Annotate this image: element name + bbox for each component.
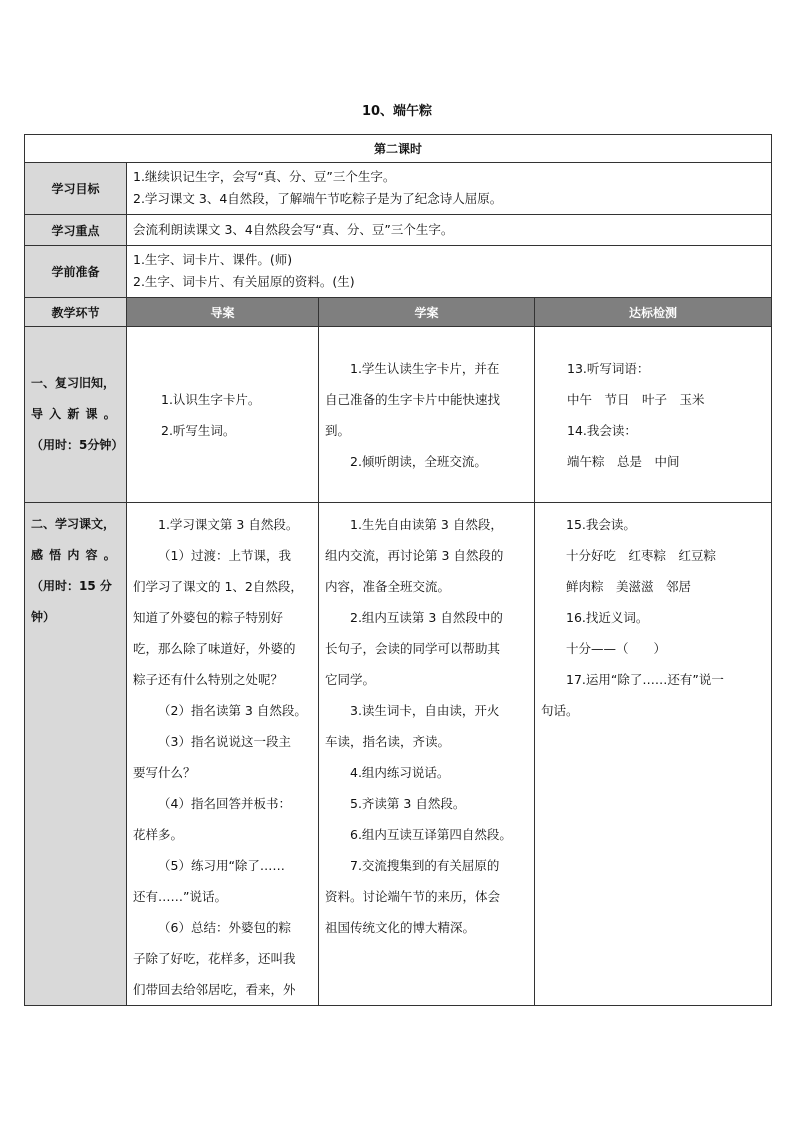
study-line: 1.生先自由读第 3 自然段， xyxy=(350,517,503,532)
stage-line: 导 入 新 课 。 xyxy=(31,407,117,421)
stage-line: （用时：15 分 xyxy=(31,579,112,593)
guide-line: 1.认识生字卡片。 xyxy=(161,391,261,407)
focus-label: 学习重点 xyxy=(25,215,127,246)
study-line: 7.交流搜集到的有关屈原的 xyxy=(350,858,500,873)
guide-line: 们学习了课文的 1、2自然段， xyxy=(133,579,303,594)
study-line: 4.组内练习说话。 xyxy=(350,765,450,780)
section-2-guide xyxy=(127,503,319,1006)
check-line: 十分好吃 红枣粽 红豆粽 xyxy=(566,548,717,563)
study-line: 车读，指名读，齐读。 xyxy=(325,734,451,749)
header-guide: 导案 xyxy=(127,298,319,327)
section-2-study xyxy=(319,503,535,1006)
section-1-study xyxy=(319,327,535,503)
focus-text: 会流利朗读课文 3、4自然段会写“真、分、豆”三个生字。 xyxy=(133,222,454,237)
stage-line: 二、学习课文， xyxy=(31,517,116,531)
guide-line: 花样多。 xyxy=(133,827,184,842)
study-line: 2.倾听朗读，全班交流。 xyxy=(350,453,487,469)
check-line: 16.找近义词。 xyxy=(566,610,649,625)
goal-line: 1.继续识记生字，会写“真、分、豆”三个生字。 xyxy=(133,169,396,184)
check-line: 十分——（ ） xyxy=(566,641,667,656)
focus-content xyxy=(127,215,772,246)
header-stage: 教学环节 xyxy=(25,298,127,327)
study-line: 5.齐读第 3 自然段。 xyxy=(350,796,466,811)
guide-line: （3）指名说说这一段主 xyxy=(158,734,291,749)
prep-label: 学前准备 xyxy=(25,246,127,298)
study-line: 祖国传统文化的博大精深。 xyxy=(325,920,476,935)
study-line: 它同学。 xyxy=(325,672,376,687)
study-line: 6.组内互读互译第四自然段。 xyxy=(350,827,512,842)
section-2-check xyxy=(535,503,772,1006)
section-1-guide xyxy=(127,327,319,503)
check-line: 13.听写词语： xyxy=(567,360,650,376)
study-line: 2.组内互读第 3 自然段中的 xyxy=(350,610,503,625)
guide-line: 1.学习课文第 3 自然段。 xyxy=(158,517,299,532)
period-heading: 第二课时 xyxy=(25,135,772,163)
guide-line: （5）练习用“除了…… xyxy=(158,858,285,873)
study-line: 内容，准备全班交流。 xyxy=(325,579,451,594)
check-line: 句话。 xyxy=(541,703,579,718)
check-line: 17.运用“除了……还有”说一 xyxy=(566,672,724,687)
check-line: 15.我会读。 xyxy=(566,517,636,532)
guide-line: （1）过渡：上节课，我 xyxy=(158,548,291,563)
section-1-stage xyxy=(25,327,127,503)
guide-line: 要写什么？ xyxy=(133,765,196,780)
header-check: 达标检测 xyxy=(535,298,772,327)
guide-line: 子除了好吃，花样多，还叫我 xyxy=(133,951,296,966)
study-line: 资料。讨论端午节的来历，体会 xyxy=(325,889,501,904)
study-line: 长句子，会读的同学可以帮助其 xyxy=(325,641,501,656)
study-line: 到。 xyxy=(325,422,351,438)
header-study: 学案 xyxy=(319,298,535,327)
prep-line: 2.生字、词卡片、有关屈原的资料。(生) xyxy=(133,274,355,289)
guide-line: （2）指名读第 3 自然段。 xyxy=(158,703,307,718)
lesson-plan-table xyxy=(24,134,772,1006)
guide-line: 粽子还有什么特别之处呢？ xyxy=(133,672,284,687)
document-title: 10、端午粽 xyxy=(361,104,433,119)
stage-line: 钟） xyxy=(31,610,56,624)
check-line: 中午 节日 叶子 玉米 xyxy=(567,391,705,407)
stage-line: 感 悟 内 容 。 xyxy=(31,548,117,562)
prep-line: 1.生字、词卡片、课件。(师) xyxy=(133,252,293,267)
guide-line: 知道了外婆包的粽子特别好 xyxy=(133,610,284,625)
guide-line: 们带回去给邻居吃，看来，外 xyxy=(133,982,296,997)
goals-label: 学习目标 xyxy=(25,163,127,215)
stage-line: （用时：5分钟） xyxy=(31,438,124,452)
study-line: 自己准备的生字卡片中能快速找 xyxy=(325,391,501,407)
check-line: 端午粽 总是 中间 xyxy=(567,453,680,469)
guide-line: （6）总结：外婆包的粽 xyxy=(158,920,291,935)
section-1-check xyxy=(535,327,772,503)
section-2-stage xyxy=(25,503,127,1006)
study-line: 3.读生词卡，自由读，开火 xyxy=(350,703,500,718)
check-line: 14.我会读： xyxy=(567,422,637,438)
goal-line: 2.学习课文 3、4自然段，了解端午节吃粽子是为了纪念诗人屈原。 xyxy=(133,191,503,206)
study-line: 组内交流，再讨论第 3 自然段的 xyxy=(325,548,504,563)
check-line: 鲜肉粽 美滋滋 邻居 xyxy=(566,579,692,594)
study-line: 1.学生认读生字卡片，并在 xyxy=(350,360,500,376)
guide-line: （4）指名回答并板书： xyxy=(158,796,291,811)
guide-line: 还有……”说话。 xyxy=(133,889,227,904)
guide-line: 2.听写生词。 xyxy=(161,422,236,438)
guide-line: 吃，那么除了味道好，外婆的 xyxy=(133,641,296,656)
prep-content xyxy=(127,246,772,298)
stage-line: 一、复习旧知， xyxy=(31,376,116,390)
goals-content xyxy=(127,163,772,215)
